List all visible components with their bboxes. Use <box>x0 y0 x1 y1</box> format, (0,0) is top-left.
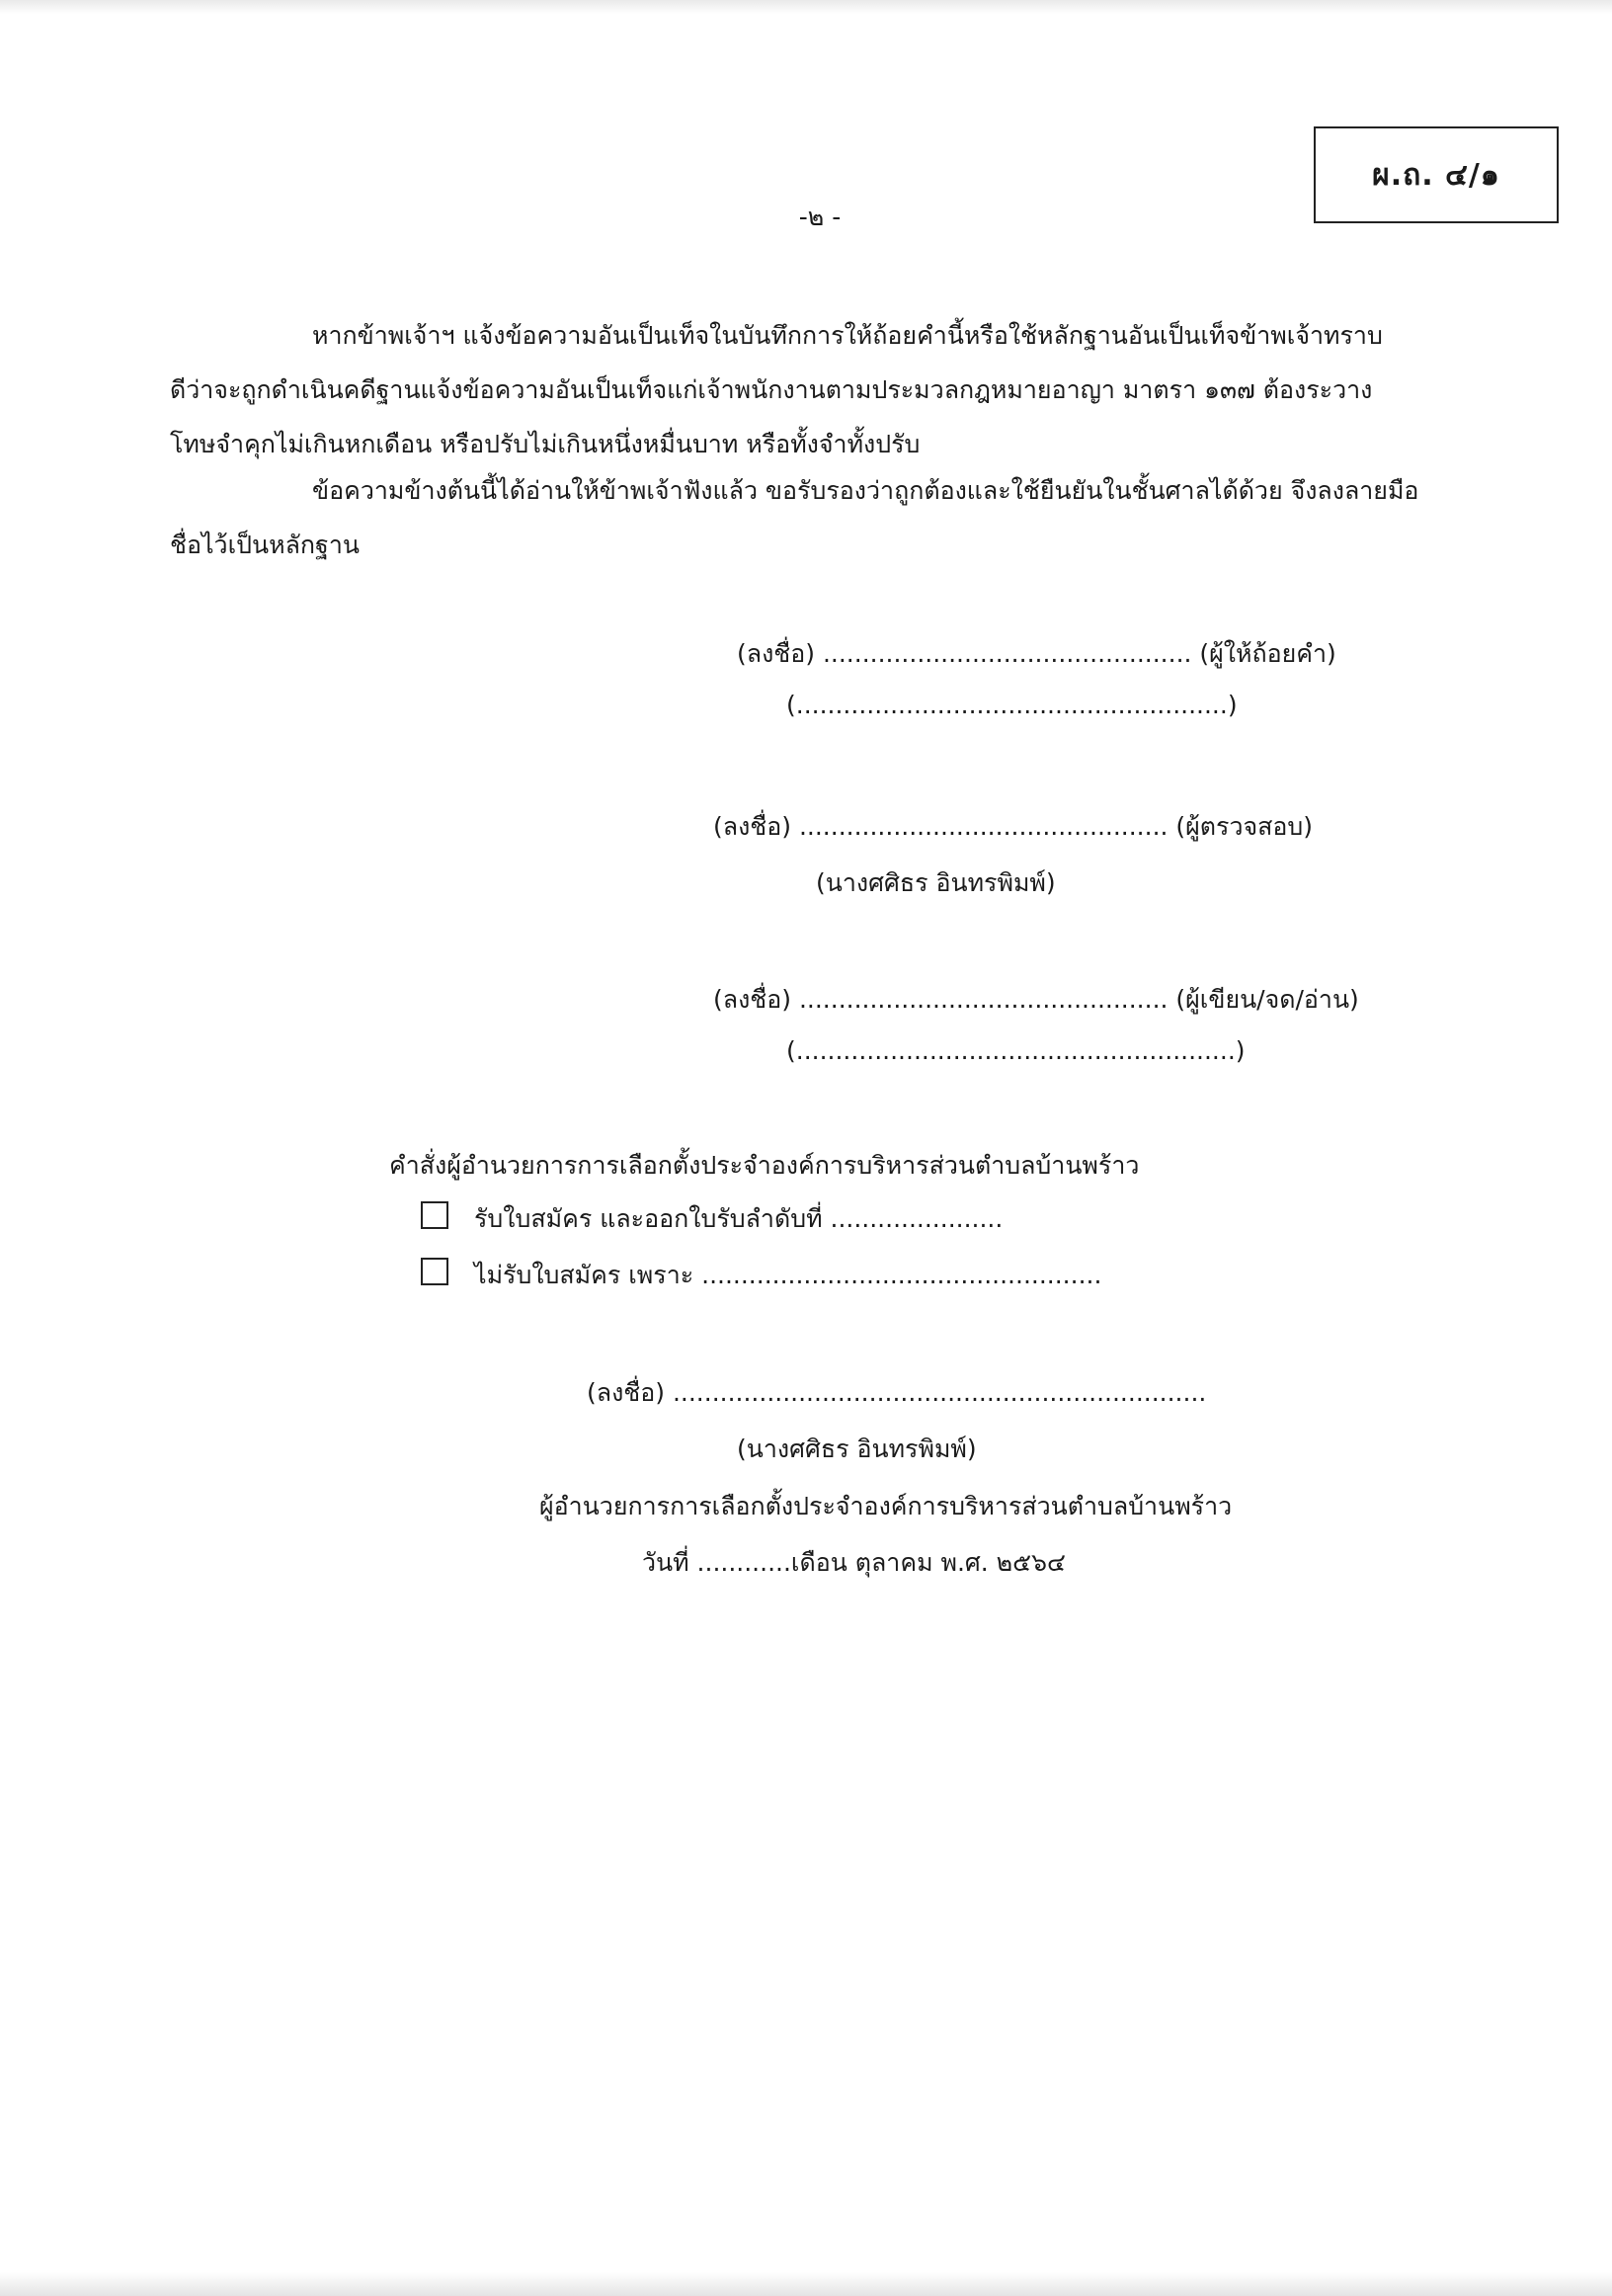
inspector-signature-line: (ลงชื่อ) ............................................... (ผู้ตรวจสอบ) <box>713 812 1314 841</box>
false-statement-warning <box>170 308 1476 471</box>
certification-line-1: ข้อความข้างต้นนี้ได้อ่านให้ข้าพเจ้าฟังแล้ว ขอรับรองว่าถูกต้องและใช้ยืนยันในชั้นศาลได้ด้วย จึงลงลายมือ <box>312 476 1419 505</box>
warning-line-1: หากข้าพเจ้าฯ แจ้งข้อความอันเป็นเท็จในบันทึกการให้ถ้อยคำนี้หรือใช้หลักฐานอันเป็นเท็จข้าพเจ้าทราบ <box>312 321 1383 350</box>
writer-signature-line: (ลงชื่อ) ............................................... (ผู้เขียน/จด/อ่าน) <box>713 985 1359 1014</box>
page-number: -๒ - <box>798 203 842 231</box>
inspector-name: (นางศศิธร อินทรพิมพ์) <box>816 868 1056 897</box>
page-bottom-edge <box>0 2272 1612 2296</box>
certification-line-2: ชื่อไว้เป็นหลักฐาน <box>170 531 360 559</box>
form-code-box <box>1314 126 1559 223</box>
statement-giver-signature-line: (ลงชื่อ) ............................................... (ผู้ให้ถ้อยคำ) <box>737 639 1336 668</box>
order-date: วันที่ ............เดือน ตุลาคม พ.ศ. ๒๕๖๔ <box>642 1548 1066 1577</box>
director-signature-line: (ลงชื่อ) .................................................................... <box>587 1378 1207 1407</box>
statement-giver-name: (.......................................................) <box>786 691 1238 719</box>
reject-application-checkbox[interactable] <box>421 1258 448 1285</box>
writer-name: (........................................................) <box>786 1036 1246 1065</box>
page-top-edge <box>0 0 1612 14</box>
accept-application-label: รับใบสมัคร และออกใบรับลำดับที่ ...................... <box>474 1204 1004 1233</box>
director-title: ผู้อำนวยการการเลือกตั้งประจำองค์การบริหารส่วนตำบลบ้านพร้าว <box>539 1492 1233 1520</box>
accept-application-checkbox[interactable] <box>421 1201 448 1229</box>
warning-line-3: โทษจำคุกไม่เกินหกเดือน หรือปรับไม่เกินหนึ่งหมื่นบาท หรือทั้งจำทั้งปรับ <box>170 430 921 458</box>
warning-line-2: ดีว่าจะถูกดำเนินคดีฐานแจ้งข้อความอันเป็นเท็จแก่เจ้าพนักงานตามประมวลกฎหมายอาญา มาตรา ๑๓๗ ต้องระวาง <box>170 375 1373 404</box>
director-name: (นางศศิธร อินทรพิมพ์) <box>737 1435 977 1463</box>
form-code: ผ.ถ. ๔/๑ <box>1372 157 1500 193</box>
director-order-heading: คำสั่งผู้อำนวยการการเลือกตั้งประจำองค์การบริหารส่วนตำบลบ้านพร้าว <box>389 1151 1140 1180</box>
certification-paragraph <box>170 463 1476 572</box>
reject-application-label: ไม่รับใบสมัคร เพราะ ................................................... <box>474 1261 1102 1289</box>
